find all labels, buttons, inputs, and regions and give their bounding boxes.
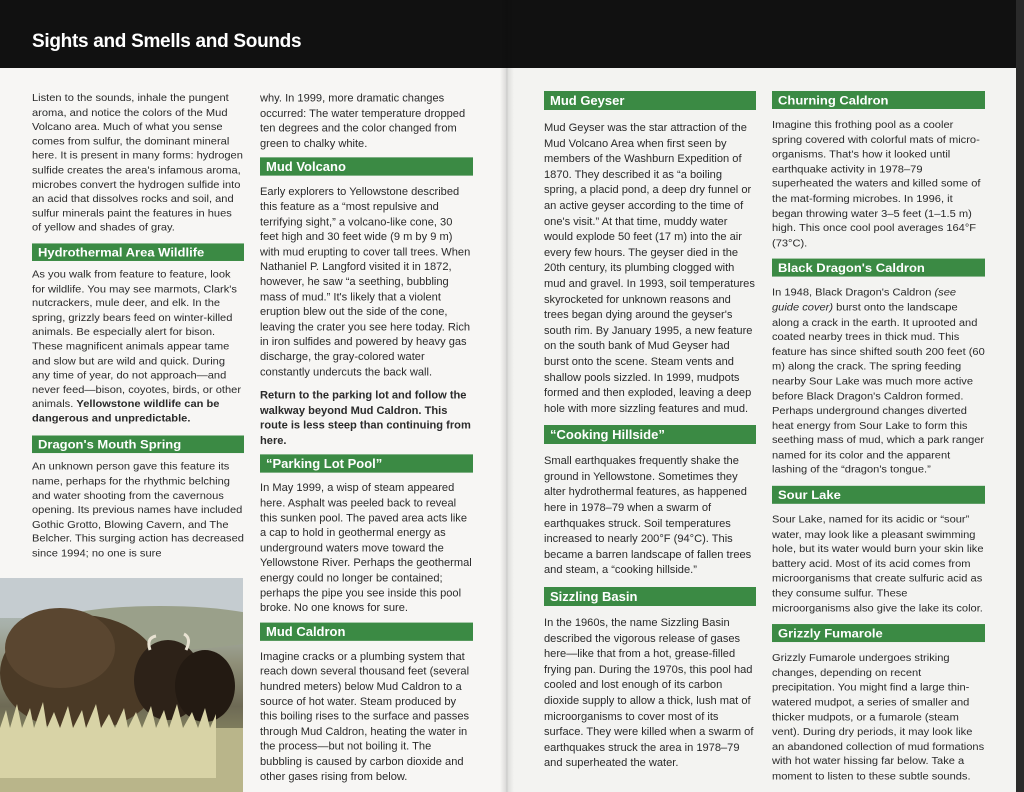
heading-sour-lake: Sour Lake: [772, 486, 985, 504]
dragons-mouth-continued: why. In 1999, more dramatic changes occurred: The water temperature dropped ten degrees and the color changed from green to chalky white.: [260, 92, 466, 150]
mud-caldron-text: Imagine cracks or a plumbing system that reach down several thousand feet (several hundred meters) below Mud Caldron to a source of hot water. Steam produced by this boiling rises to the surface and passes through Mud Caldron, heating the water in the process—but not boiling it. The bubbling is caused by carbon dioxide and other gases rising from below.: [260, 651, 470, 783]
churning-caldron-text: Imagine this frothing pool as a cooler spring covered with colorful mats of micro-organisms. That's how it looked until earthquake activity in 1978–79 superheated the waters and killed some of the mat-forming microbes. In 1996, it began throwing water 3–5 feet (1–1.5 m) high. This once cool pool averages 164°F (73°C).: [772, 119, 981, 249]
column-4: [772, 91, 985, 785]
sour-lake-text: Sour Lake, named for its acidic or “sour” water, may look like a pleasant swimming hole, but its water would burn your skin like battery acid. Most of its acid comes from microorganisms that create sulfuric acid as they consume sulfur. These microorganisms also give the lake its color.: [772, 514, 984, 615]
cooking-hillside-text: Small earthquakes frequently shake the ground in Yellowstone. Sometimes they alter hydrothermal features, as happened here in 1978–79 when a swarm of earthquakes struck. Soil temperatures increased to nearly 200°F (94°C). This became a barren landscape of fallen trees and steam, a “cooking hillside.”: [544, 455, 752, 577]
parking-lot-pool-text: In May 1999, a wisp of steam appeared here. Asphalt was peeled back to reveal this sunken pool. The paved area acts like a cap to hold in geothermal energy as underground waters move toward the Yellowstone River. Perhaps the geothermal energy could no longer be contained; perhaps the pipe you see inside this pool broke. No one knows for sure.: [260, 482, 472, 615]
walkway-direction: Return to the parking lot and follow the walkway beyond Mud Caldron. This route is less steep than continuing from here.: [260, 390, 471, 447]
bison-photo: [0, 578, 243, 792]
column-3: [544, 91, 756, 772]
heading-black-dragons-caldron: Black Dragon's Caldron: [772, 259, 985, 277]
heading-grizzly-fumarole: Grizzly Fumarole: [772, 624, 985, 642]
sizzling-basin-text: In the 1960s, the name Sizzling Basin described the vigorous release of gases here—like that from a hot, grease-filled frying pan. During the 1970s, this pool had cooled and lost enough of its carbon dioxide supply to allow a thick, lush mat of microorganisms to cover most of its surface. They were killed when a swarm of earthquakes struck the area in 1978–79 and superheated the water.: [544, 617, 754, 770]
heading-mud-volcano: Mud Volcano: [260, 158, 473, 176]
page-title: Sights and Smells and Sounds: [32, 31, 302, 52]
column-1: [32, 92, 244, 562]
scan-edge: [1016, 0, 1024, 792]
wildlife-warning: Yellowstone wildlife can be dangerous and unpredictable.: [32, 398, 220, 425]
mud-volcano-text: Early explorers to Yellowstone described this feature as a “most repulsive and terrifying sight,” a volcano-like cone, 30 feet high and 30 feet wide (9 m by 9 m) with mud erupting to cover tall trees. When Nathaniel P. Langford visited it in 1872, however, he saw “a seething, bubbling mass of mud.” It's likely that a violent eruption blew out the side of the cone, leaving the crater you see here today. Rich in iron sulfides and powered by heavy gas discharge, the gray-colored water constantly undercuts the back wall.: [260, 186, 471, 378]
wildlife-text: As you walk from feature to feature, look for wildlife. You may see marmots, Clark's nutcrackers, mule deer, and elk. In the spring, grizzly bears feed on winter-killed animals. Be especially alert for bison. These magnificent animals appear tame and slow but are wild and quick. During any time of year, do not approach—and never feed—bison, coyotes, birds, or other animals. Yellowstone wildlife can be dangerous and unpredictable.: [32, 269, 242, 425]
page-fold: [500, 0, 514, 792]
heading-parking-lot-pool: “Parking Lot Pool”: [260, 455, 473, 473]
dragons-mouth-text: An unknown person gave this feature its name, perhaps for the rhythmic belching and water shooting from the cavernous opening. Its previous names have included Gothic Grotto, Blowing Cavern, and The Belcher. This surging action has decreased since 1994; no one is sure: [32, 461, 244, 560]
heading-cooking-hillside: “Cooking Hillside”: [544, 425, 756, 444]
bison-hump: [5, 608, 115, 688]
bison-illustration: [0, 578, 243, 792]
guide-cover-reference: (see guide cover): [772, 287, 957, 314]
heading-hydrothermal-wildlife: Hydrothermal Area Wildlife: [32, 243, 244, 261]
heading-mud-caldron: Mud Caldron: [260, 622, 473, 640]
heading-churning-caldron: Churning Caldron: [772, 91, 985, 109]
heading-sizzling-basin: Sizzling Basin: [544, 587, 756, 606]
mud-geyser-text: Mud Geyser was the star attraction of the Mud Volcano Area when first seen by members of the Washburn Expedition of 1870. They described it as “a boiling spring, a placid pond, a deep dry funnel or an active geyser according to the time of one's visit.” At that time, muddy water would explode 50 feet (17 m) into the air every few hours. The geyser died in the 20th century, its plumbing clogged with mud and gravel. In 1993, soil temperatures skyrocketed for unknown reasons and trees began dying around the geyser's south rim. By January 1995, a new feature on the south bank of Mud Geyser had burst onto the scene. Steam vents and shallow pools sizzled. In 1999, mudpots formed and then exploded, leaving a deep hole with more sizzling features and mud.: [544, 122, 755, 415]
grizzly-fumarole-text: Grizzly Fumarole undergoes striking changes, depending on recent precipitation. You might find a large thin-watered mudpot, a series of smaller and thicker mudpots, or a fumarole (steam vent). During dry periods, it may look like an abandoned collection of mud formations with hot water hissing far below. Take a moment to listen to these subtle sounds.: [772, 652, 985, 783]
column-2: [260, 92, 473, 785]
heading-mud-geyser: Mud Geyser: [544, 91, 756, 110]
black-dragons-caldron-text: In 1948, Black Dragon's Caldron (see guide cover) burst onto the landscape along a crack in the earth. It uprooted and coated nearby trees in thick mud. This feature has since shifted south 200 feet (60 m) along the crack. The spring feeding nearby Sour Lake was much more active before Black Dragon's Caldron formed. Perhaps underground changes diverted heat energy from Sour Lake to form this seething mass of mud, which a park ranger named for its color and the apparent lashing of the “dragon's tongue.”: [772, 287, 985, 476]
intro-text: Listen to the sounds, inhale the pungent aroma, and notice the colors of the Mud Volcano area. Much of what you sense comes from sulfur, the dominant mineral here. It is present in many forms: hydrogen sulfide creates the area's infamous aroma, microbes convert the hydrogen sulfide into an acid that dissolves rocks and soil, and sulfur minerals paint the features in hues of yellow and shades of gray.: [32, 92, 243, 234]
heading-dragons-mouth: Dragon's Mouth Spring: [32, 436, 244, 454]
